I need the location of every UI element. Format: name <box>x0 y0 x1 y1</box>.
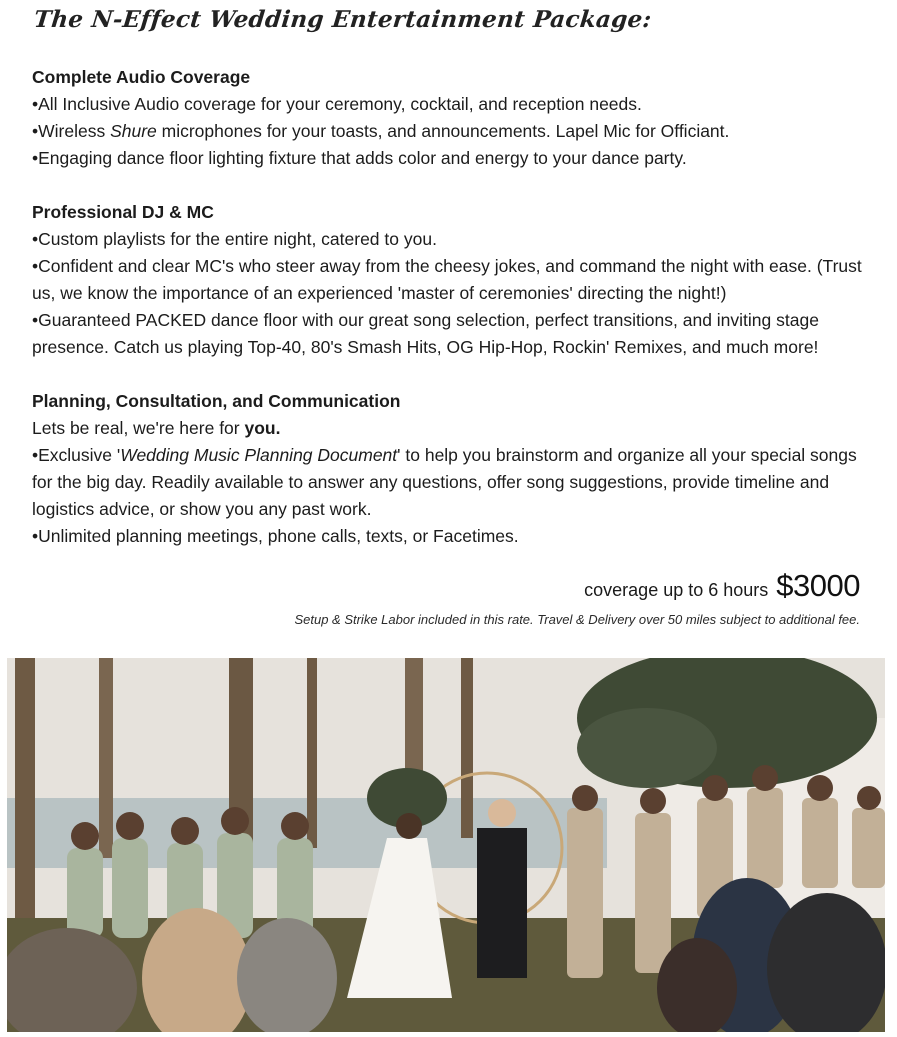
planning-item-2: •Unlimited planning meetings, phone calls, texts, or Facetimes. <box>32 526 519 546</box>
planning-intro-pre: Lets be real, we're here for <box>32 418 245 438</box>
audio-heading: Complete Audio Coverage <box>32 67 251 87</box>
wedding-ceremony-illustration <box>7 658 885 1032</box>
price-value: $3000 <box>776 568 860 603</box>
dj-item-3: •Guaranteed PACKED dance floor with our great song selection, perfect transitions, and inviting stage presence. Catch us playing Top-40, 80's Smash Hits, OG Hip-Hop, Rockin' Remixes, and much more! <box>32 310 819 357</box>
coverage-label: coverage up to 6 hours <box>584 580 769 600</box>
planning-heading: Planning, Consultation, and Communication <box>32 391 401 411</box>
audio-item-3: •Engaging dance floor lighting fixture that adds color and energy to your dance party. <box>32 148 687 168</box>
audio-item-2-post: microphones for your toasts, and announcements. Lapel Mic for Officiant. <box>156 121 730 141</box>
fine-print: Setup & Strike Labor included in this rate. Travel & Delivery over 50 miles subject to additional fee. <box>294 612 860 627</box>
wedding-ceremony-photo <box>7 658 885 1032</box>
price-row <box>584 568 860 604</box>
planning-item-1-pre: •Exclusive ' <box>32 445 121 465</box>
page-title: The N-Effect Wedding Entertainment Package: <box>32 6 653 33</box>
planning-document-name: Wedding Music Planning Document <box>120 445 398 465</box>
planning-section <box>32 388 872 550</box>
planning-intro-bold: you. <box>244 418 281 438</box>
audio-section <box>32 64 872 172</box>
audio-item-2-pre: •Wireless <box>32 121 111 141</box>
audio-item-1: •All Inclusive Audio coverage for your ceremony, cocktail, and reception needs. <box>32 94 642 114</box>
package-details <box>32 64 872 577</box>
dj-item-1: •Custom playlists for the entire night, catered to you. <box>32 229 437 249</box>
dj-item-2: •Confident and clear MC's who steer away from the cheesy jokes, and command the night with ease. (Trust us, we know the importance of an experienced 'master of ceremonies' directing the night!) <box>32 256 862 303</box>
shure-brand: Shure <box>110 121 157 141</box>
planning-item-1 <box>32 442 872 523</box>
planning-intro <box>32 415 872 442</box>
dj-heading: Professional DJ & MC <box>32 202 214 222</box>
planning-item-1-post: ' to help you brainstorm and organize all your special songs for the big day. Readily available to answer any questions, offer song suggestions, provide timeline and logistics advice, or show you any past work. <box>32 445 857 519</box>
dj-section <box>32 199 872 361</box>
audio-item-2 <box>32 118 872 145</box>
